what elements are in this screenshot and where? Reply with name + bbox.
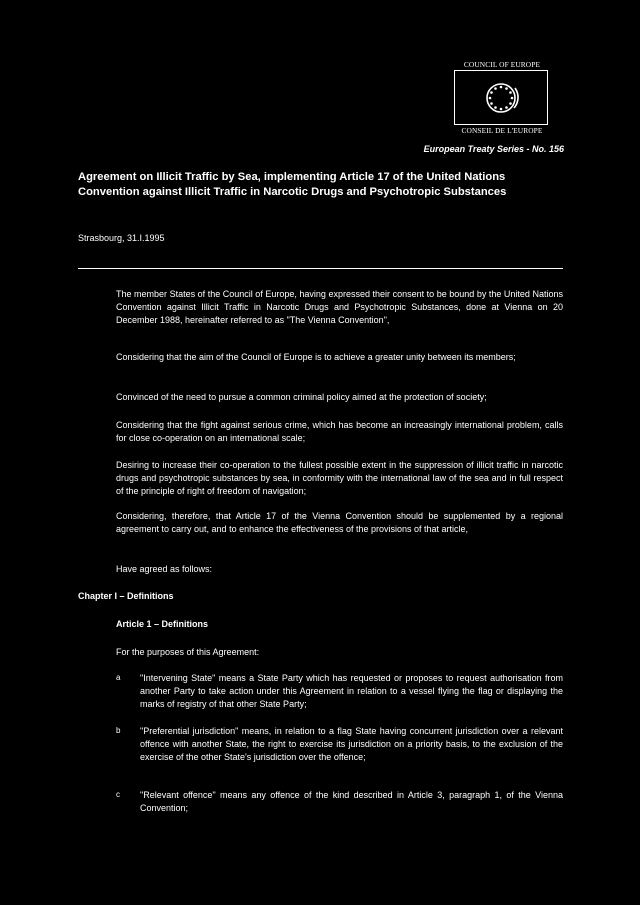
definition-letter: b [116,726,121,735]
preamble-paragraph: Convinced of the need to pursue a common criminal policy aimed at the protection of society; [116,392,487,402]
preamble-paragraph: Considering that the fight against serious crime, which has become an increasingly international problem, calls for close co-operation on an international scale; [116,420,563,443]
definition-text: "Relevant offence" means any offence of the kind described in Article 3, paragraph 1, of the Vienna Convention; [140,790,563,813]
place-and-date: Strasbourg, 31.I.1995 [78,233,165,243]
preamble-paragraph: The member States of the Council of Europe, having expressed their consent to be bound by the United Nations Convention against Illicit Traffic in Narcotic Drugs and Psychotropic Substances, done at Vienna on 20 December 1988, hereinafter referred to as "The Vienna Convention", [116,289,563,325]
article-intro: For the purposes of this Agreement: [116,647,260,657]
preamble-paragraph: Have agreed as follows: [116,564,213,574]
council-of-europe-logo [452,60,552,140]
preamble-paragraph: Considering, therefore, that Article 17 of the Vienna Convention should be supplemented by a regional agreement to carry out, and to enhance the effectiveness of the provisions of that article, [116,511,563,534]
definition-text: "Intervening State" means a State Party which has requested or proposes to request authorisation from another Party to take action under this Agreement in relation to a vessel flying the flag or displaying the marks of registry of that other State Party; [140,673,563,709]
document-title: Agreement on Illicit Traffic by Sea, implementing Article 17 of the United Nations Convention against Illicit Traffic in Narcotic Drugs and Psychotropic Substances [78,171,507,198]
preamble-paragraph: Considering that the aim of the Council of Europe is to achieve a greater unity between its members; [116,352,516,362]
logo-bottom-text: CONSEIL DE L'EUROPE [461,126,543,135]
preamble-paragraph: Desiring to increase their co-operation to the fullest possible extent in the suppression of illicit traffic in narcotic drugs and psychotropic substances by sea, in conformity with the international law of the sea and in full respect of the principle of right of freedom of navigation; [116,460,563,496]
divider [78,268,563,269]
logo-emblem [454,70,548,125]
chapter-heading: Chapter I – Definitions [78,591,174,601]
logo-top-text: COUNCIL OF EUROPE [463,60,541,69]
treaty-series-label: European Treaty Series - No. 156 [423,144,564,154]
definition-letter: c [116,790,120,799]
article-heading: Article 1 – Definitions [116,619,209,629]
definition-text: "Preferential jurisdiction" means, in relation to a flag State having concurrent jurisdiction over a relevant offence with another State, the right to exercise its jurisdiction on a priority basis, to the exclusion of the exercise of the other State's jurisdiction over the offence; [140,726,563,762]
stars-circle-icon [481,78,523,118]
definition-letter: a [116,673,121,682]
